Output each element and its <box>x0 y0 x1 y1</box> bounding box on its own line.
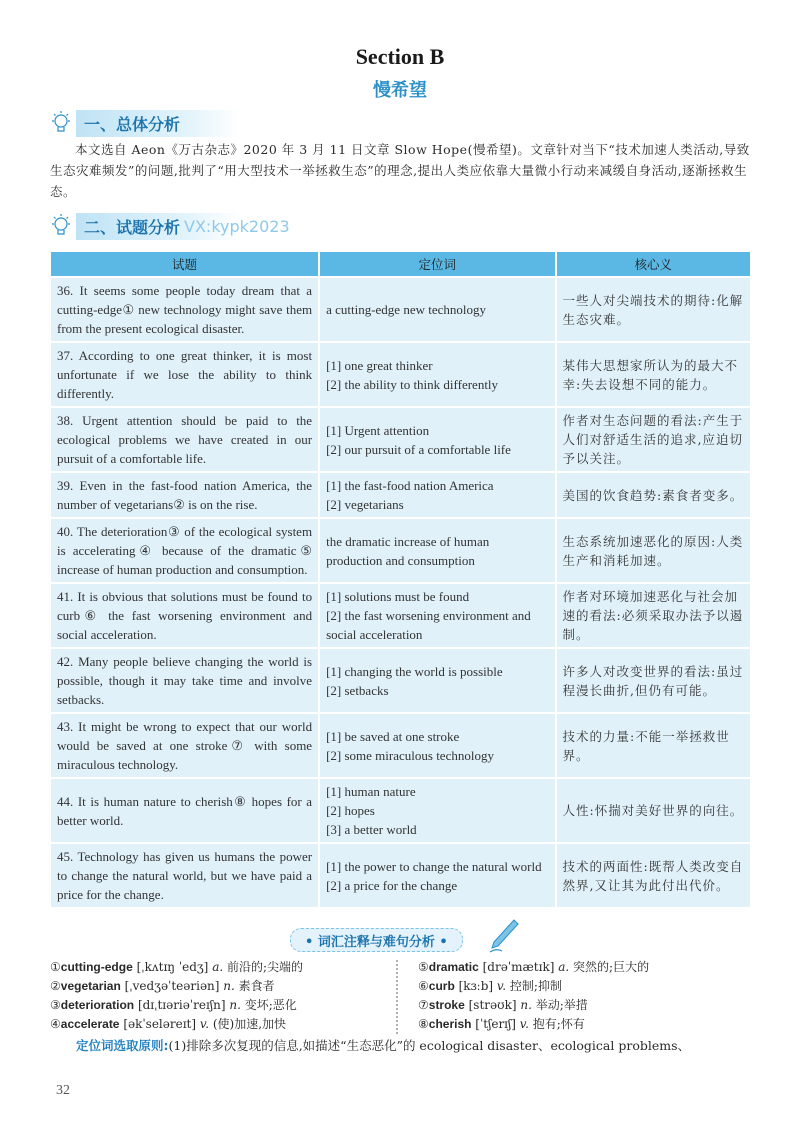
overview-paragraph: 本文选自 Aeon《万古杂志》2020 年 3 月 11 日文章 Slow Hope(慢希望)。文章针对当下“技术加速人类活动,导致生态灾难频发”的问题,批判了“用大型技术一举拯救生态”的理念,提出人类应依靠大量微小行动来减缓自身活动,逐渐拯救生态。 <box>50 142 750 199</box>
vocab-word: cutting-edge <box>60 960 133 974</box>
locator-cell: [1] changing the world is possible [2] setbacks <box>320 649 554 712</box>
vocab-pronunciation: [ˌkʌtɪŋ ˈedʒ] <box>136 960 209 974</box>
vocab-number: ⑥ <box>418 979 429 993</box>
question-cell: 36. It seems some people today dream that a cutting-edge① new technology might save them from the present ecological disaster. <box>51 278 318 341</box>
vocab-heading-label: • 词汇注释与难句分析 • <box>305 934 448 950</box>
question-cell: 45. Technology has given us humans the power to change the natural world, but we have paid a price for the change. <box>51 844 318 907</box>
question-cell: 41. It is obvious that solutions must be found to curb⑥ the fast worsening environment and social acceleration. <box>51 584 318 647</box>
vocab-number: ① <box>50 960 61 974</box>
vocab-pos: n. <box>223 979 235 993</box>
principle-text: (1)排除多次复现的信息,如描述“生态恶化”的 ecological disaster、ecological problems、 <box>168 1038 691 1053</box>
core-meaning-cell: 作者对环境加速恶化与社会加速的看法:必须采取办法予以遏制。 <box>557 584 750 647</box>
vocab-pronunciation: [dɪˌtɪəriəˈreɪʃn] <box>137 998 226 1012</box>
section-label: 一、总体分析 <box>76 110 240 137</box>
question-cell: 44. It is human nature to cherish⑧ hopes for a better world. <box>51 779 318 842</box>
principle-note <box>76 1036 690 1054</box>
vocab-definition: 突然的;巨大的 <box>573 960 650 974</box>
vocab-heading <box>290 928 463 952</box>
locator-cell: [1] be saved at one stroke [2] some miraculous technology <box>320 714 554 777</box>
vocab-pronunciation: [strəʊk] <box>468 998 517 1012</box>
vocab-entry <box>418 977 649 996</box>
vocab-pos: v. <box>496 979 507 993</box>
core-meaning-cell: 人性:怀揣对美好世界的向往。 <box>557 779 750 842</box>
vocab-entry <box>50 977 303 996</box>
table-header-row <box>51 252 750 276</box>
core-meaning-cell: 生态系统加速恶化的原因:人类生产和消耗加速。 <box>557 519 750 582</box>
divider <box>396 960 406 1034</box>
table-row <box>51 278 750 341</box>
page-number: 32 <box>56 1083 70 1098</box>
vocab-number: ② <box>50 979 61 993</box>
vocab-definition: 前沿的;尖端的 <box>227 960 304 974</box>
table-row <box>51 343 750 406</box>
core-meaning-cell: 美国的饮食趋势:素食者变多。 <box>557 473 750 517</box>
table-row <box>51 844 750 907</box>
locator-cell: [1] human nature [2] hopes [3] a better world <box>320 779 554 842</box>
vocab-list-right <box>418 958 649 1034</box>
vocab-definition: 抱有;怀有 <box>532 1017 585 1031</box>
vocab-list-left <box>50 958 303 1034</box>
section-label: 二、试题分析 <box>76 213 240 240</box>
column-header: 试题 <box>51 252 318 276</box>
vocab-pronunciation: [ˈtʃerɪʃ] <box>475 1017 516 1031</box>
vocab-word: accelerate <box>60 1017 120 1031</box>
section-heading-overview <box>50 110 240 136</box>
locator-cell: [1] one great thinker [2] the ability to think differently <box>320 343 554 406</box>
vocab-word: vegetarian <box>60 979 121 993</box>
table-row <box>51 408 750 471</box>
locator-cell: [1] the power to change the natural world [2] a price for the change <box>320 844 554 907</box>
pen-icon <box>486 918 520 954</box>
table-row <box>51 779 750 842</box>
question-cell: 37. According to one great thinker, it is most unfortunate if we lose the ability to think differently. <box>51 343 318 406</box>
locator-cell: [1] solutions must be found [2] the fast worsening environment and social acceleration <box>320 584 554 647</box>
vocab-entry <box>418 1015 649 1034</box>
table-row <box>51 519 750 582</box>
vocab-pos: v. <box>199 1017 210 1031</box>
locator-cell: a cutting-edge new technology <box>320 278 554 341</box>
locator-cell: the dramatic increase of human production and consumption <box>320 519 554 582</box>
question-cell: 38. Urgent attention should be paid to the ecological problems we have created in our pursuit of a comfortable life. <box>51 408 318 471</box>
column-header: 定位词 <box>320 252 554 276</box>
vocab-number: ⑧ <box>418 1017 429 1031</box>
vocab-word: cherish <box>428 1017 472 1031</box>
vocab-definition: 控制;抑制 <box>509 979 562 993</box>
lightbulb-icon <box>50 213 72 239</box>
vocab-entry <box>418 958 649 977</box>
vocab-definition: 变坏;恶化 <box>244 998 297 1012</box>
vocab-number: ③ <box>50 998 61 1012</box>
vocab-entry <box>418 996 649 1015</box>
table-row <box>51 584 750 647</box>
core-meaning-cell: 技术的力量:不能一举拯救世界。 <box>557 714 750 777</box>
vocab-word: stroke <box>428 998 465 1012</box>
vocab-pos: n. <box>520 998 532 1012</box>
vocab-number: ④ <box>50 1017 61 1031</box>
vocab-pronunciation: [ˌvedʒəˈteəriən] <box>124 979 220 993</box>
vocab-entry <box>50 958 303 977</box>
table-row <box>51 473 750 517</box>
vocab-pos: v. <box>519 1017 529 1031</box>
question-analysis-table <box>49 250 752 909</box>
section-title: Section B <box>355 44 445 69</box>
vocab-pronunciation: [əkˈseləreɪt] <box>123 1017 197 1031</box>
question-cell: 42. Many people believe changing the world is possible, though it may take time and involve setbacks. <box>51 649 318 712</box>
locator-cell: [1] Urgent attention [2] our pursuit of a comfortable life <box>320 408 554 471</box>
watermark-text: VX:kypk2023 <box>184 216 290 236</box>
table-row <box>51 714 750 777</box>
question-cell: 43. It might be wrong to expect that our world would be saved at one stroke⑦ with some miraculous technology. <box>51 714 318 777</box>
principle-label: 定位词选取原则: <box>76 1038 169 1053</box>
column-header: 核心义 <box>557 252 750 276</box>
locator-cell: [1] the fast-food nation America [2] vegetarians <box>320 473 554 517</box>
vocab-definition: 举动;举措 <box>535 998 588 1012</box>
vocab-word: dramatic <box>428 960 479 974</box>
vocab-pos: a. <box>558 960 570 974</box>
question-cell: 39. Even in the fast-food nation America, the number of vegetarians② is on the rise. <box>51 473 318 517</box>
section-heading-analysis <box>50 213 290 239</box>
vocab-entry <box>50 996 303 1015</box>
vocab-word: curb <box>428 979 455 993</box>
question-cell: 40. The deterioration③ of the ecological system is accelerating④ because of the dramatic⑤ increase of human production and consumption. <box>51 519 318 582</box>
vocab-definition: 素食者 <box>238 979 275 993</box>
vocab-number: ⑦ <box>418 998 429 1012</box>
table-row <box>51 649 750 712</box>
lightbulb-icon <box>50 110 72 136</box>
vocab-word: deterioration <box>60 998 135 1012</box>
vocab-pronunciation: [kɜːb] <box>458 979 494 993</box>
core-meaning-cell: 作者对生态问题的看法:产生于人们对舒适生活的追求,应迫切予以关注。 <box>557 408 750 471</box>
vocab-number: ⑤ <box>418 960 429 974</box>
vocab-pos: a. <box>212 960 224 974</box>
vocab-pos: n. <box>229 998 241 1012</box>
article-title: 慢希望 <box>373 80 427 101</box>
vocab-definition: (使)加速,加快 <box>212 1017 287 1031</box>
core-meaning-cell: 某伟大思想家所认为的最大不幸:失去设想不同的能力。 <box>557 343 750 406</box>
core-meaning-cell: 一些人对尖端技术的期待:化解生态灾难。 <box>557 278 750 341</box>
core-meaning-cell: 技术的两面性:既帮人类改变自然界,又让其为此付出代价。 <box>557 844 750 907</box>
vocab-entry <box>50 1015 303 1034</box>
core-meaning-cell: 许多人对改变世界的看法:虽过程漫长曲折,但仍有可能。 <box>557 649 750 712</box>
vocab-pronunciation: [drəˈmætɪk] <box>482 960 555 974</box>
